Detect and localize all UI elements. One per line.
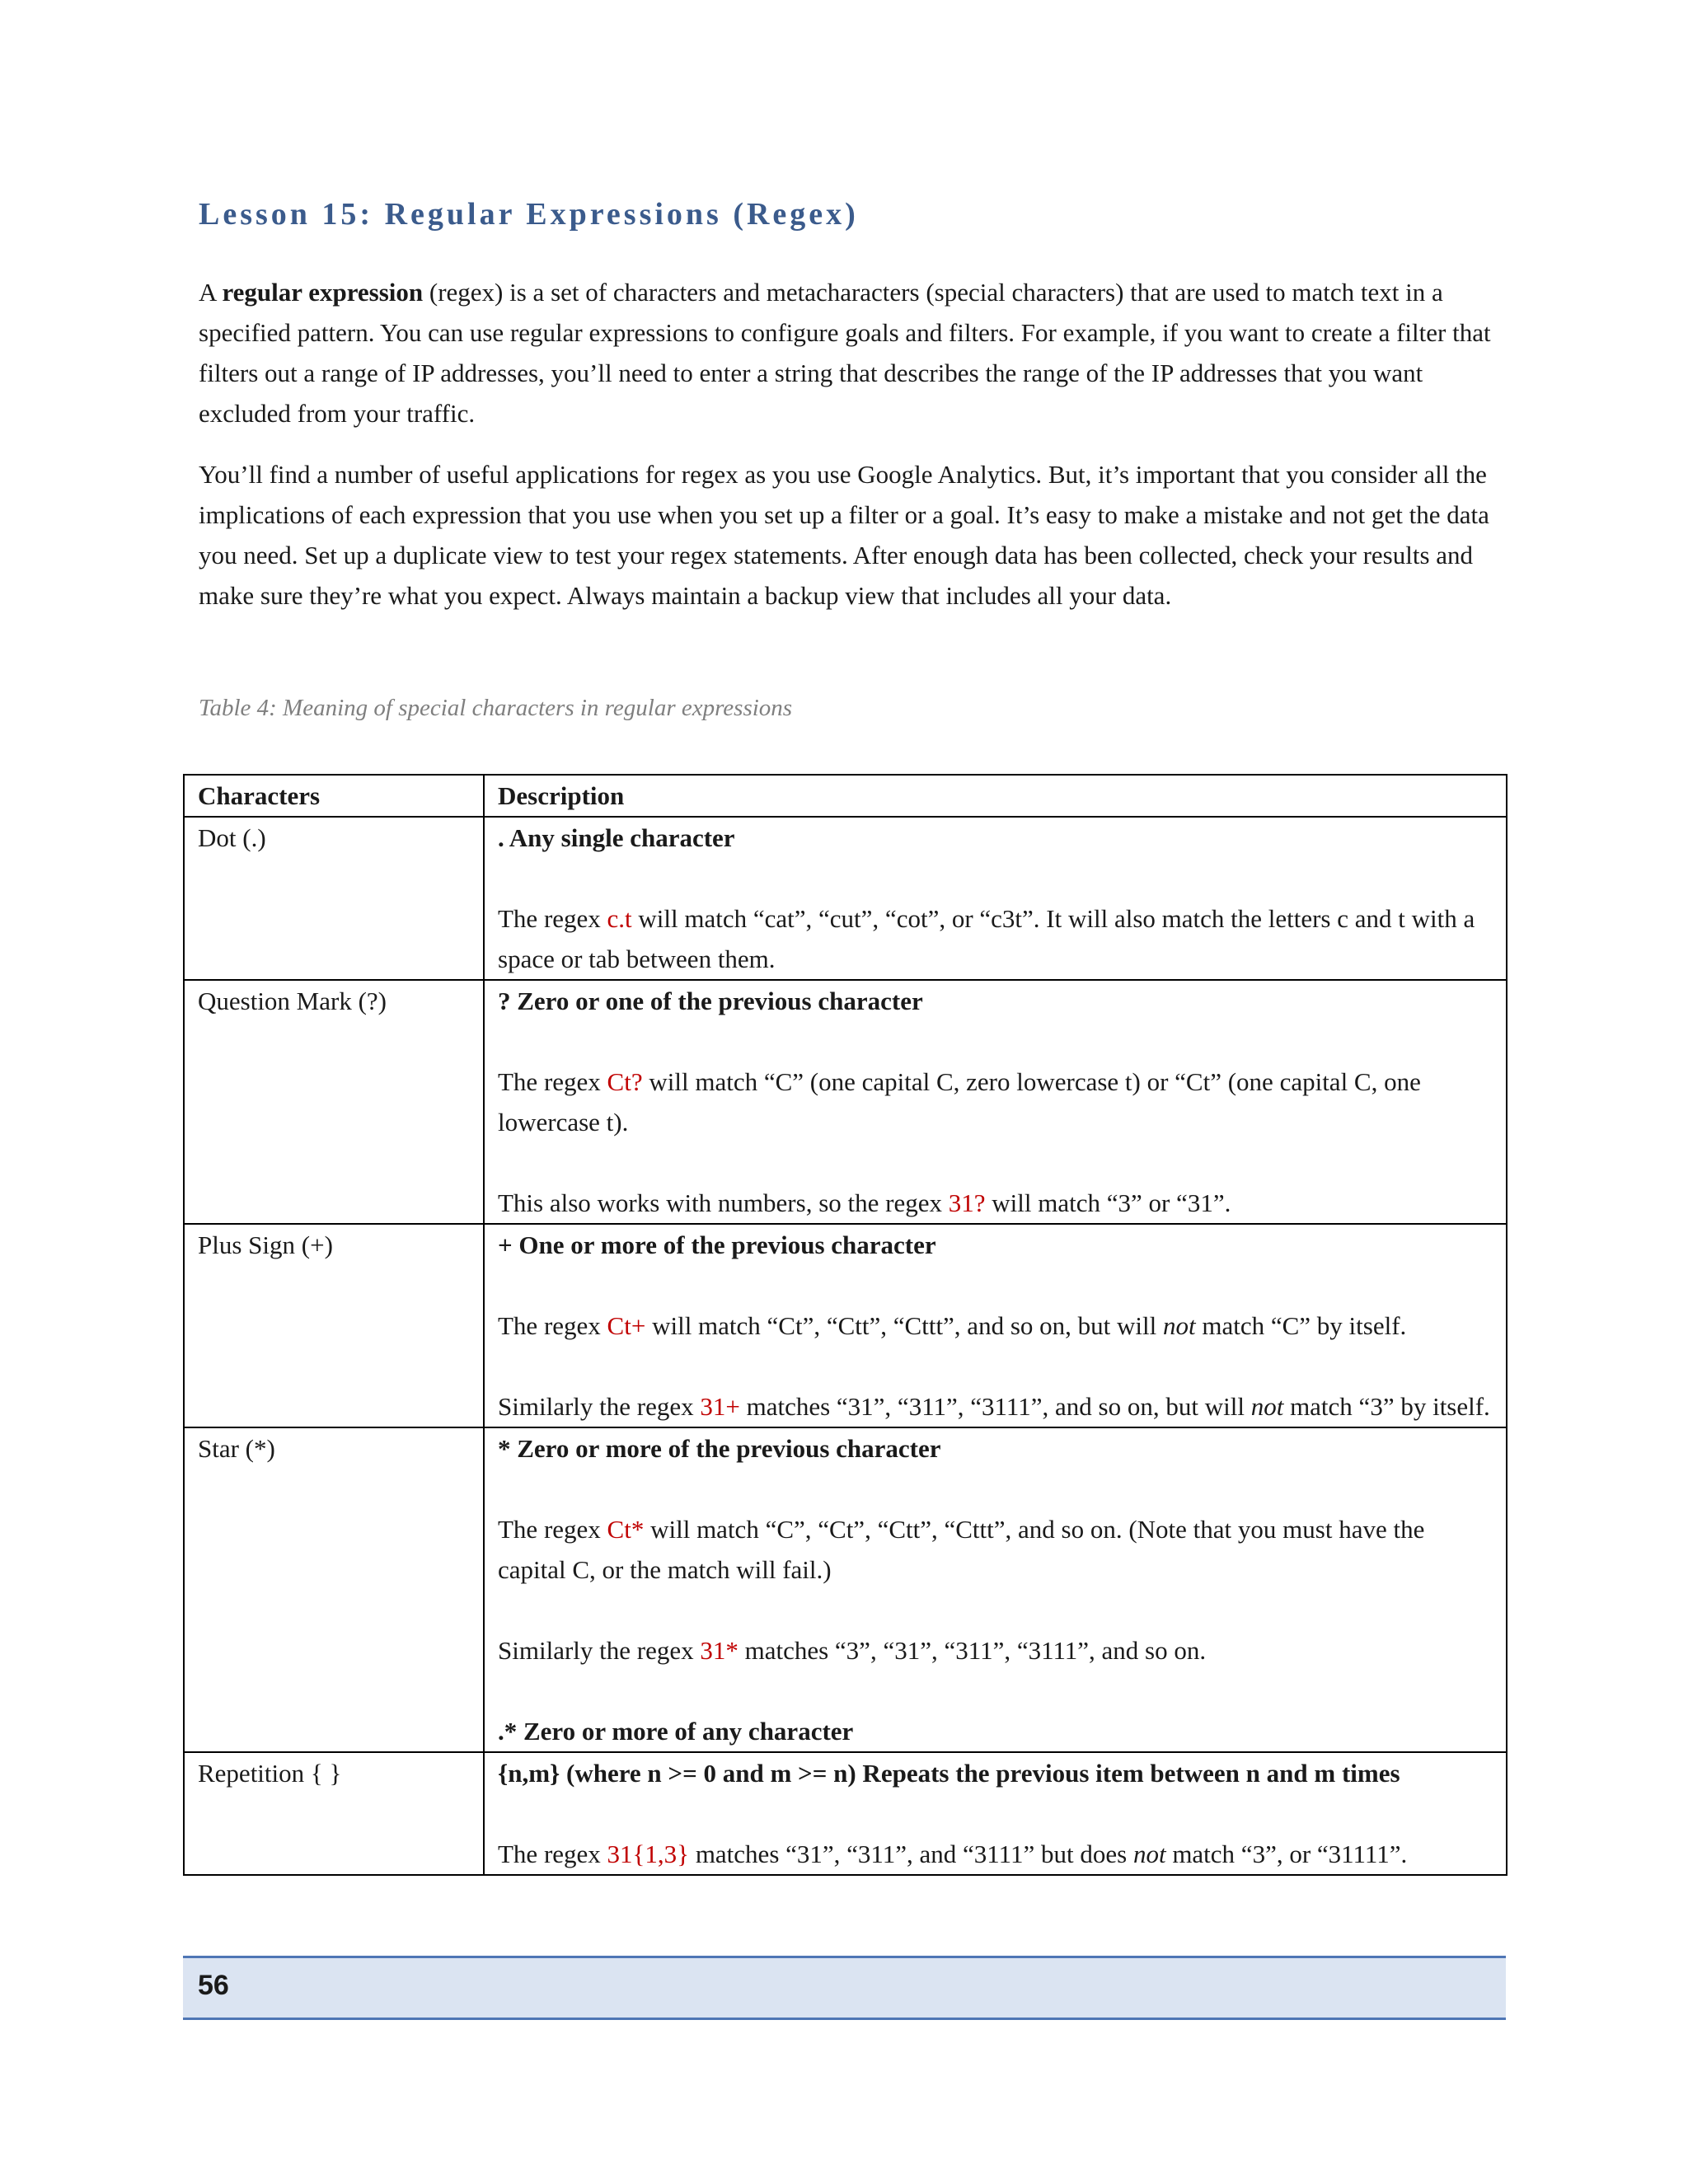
regex-table [183,774,1507,1876]
desc-example [498,1062,1493,1142]
table-row [184,980,1507,1224]
regex-code: c.t [607,904,632,933]
desc-example [498,1305,1493,1346]
row-description [484,1224,1507,1427]
ex-text: The regex [498,1840,607,1868]
table-row [184,1752,1507,1875]
desc-example [498,898,1493,979]
ex-text: The regex [498,904,607,933]
table-row [184,1224,1507,1427]
desc-subtitle: .* Zero or more of any character [498,1717,854,1746]
header-characters: Characters [184,775,484,817]
row-description [484,1752,1507,1875]
desc-example [498,1834,1493,1874]
intro-paragraph-2: You’ll find a number of useful applications for regex as you use Google Analytics. But, it’s important that you consider all the implications of each expression that you use when you set up a filter or a goal. It’s easy to make a mistake and not get the data you need. Set up a duplicate view to test your regex statements. After enough data has been collected, check your results and make sure they’re what you expect. Always maintain a backup view that includes all your data. [199,460,1489,610]
desc-example [498,1183,1493,1223]
ex-text: The regex [498,1515,607,1544]
regex-code: Ct+ [607,1311,646,1340]
desc-example [498,1386,1493,1427]
regex-code: 31? [948,1188,986,1217]
ex-text: This also works with numbers, so the regex [498,1188,949,1217]
header-description: Description [484,775,1507,817]
ex-text: Similarly the regex [498,1636,701,1665]
lesson-heading: Lesson 15: Regular Expressions (Regex) [199,197,859,232]
table-header-row [184,775,1507,817]
desc-title: ? Zero or one of the previous character [498,987,923,1015]
regex-code: Ct* [607,1515,645,1544]
ex-emphasis: not [1162,1311,1196,1340]
row-name: Star (*) [184,1427,484,1752]
regex-code: Ct? [607,1067,643,1096]
page-number: 56 [198,1970,229,2001]
row-name: Question Mark (?) [184,980,484,1224]
ex-text: The regex [498,1311,607,1340]
table-caption: Table 4: Meaning of special characters in regular expressions [199,695,793,721]
row-name: Plus Sign (+) [184,1224,484,1427]
ex-text: will match “cat”, “cut”, “cot”, or “c3t”. It will also match the letters c and t with a space or tab between them. [498,904,1475,973]
row-description [484,817,1507,980]
ex-text: match “C” by itself. [1195,1311,1407,1340]
table-row [184,1427,1507,1752]
ex-text: The regex [498,1067,607,1096]
row-name: Repetition { } [184,1752,484,1875]
ex-text: matches “31”, “311”, “3111”, and so on, but will [739,1392,1251,1421]
desc-title: + One or more of the previous character [498,1230,936,1259]
ex-text: will match “C” (one capital C, zero lowercase t) or “Ct” (one capital C, one lowercase t). [498,1067,1421,1137]
ex-text: will match “C”, “Ct”, “Ctt”, “Cttt”, and so on. (Note that you must have the capital C, or the match will fail.) [498,1515,1425,1584]
desc-title: {n,m} (where n >= 0 and m >= n) Repeats the previous item between n and m times [498,1759,1400,1788]
desc-example [498,1630,1493,1671]
desc-title: . Any single character [498,823,735,852]
desc-title: * Zero or more of the previous character [498,1434,941,1463]
ex-text: matches “31”, “311”, and “3111” but does [689,1840,1133,1868]
page-footer [183,1956,1506,2020]
table-row [184,817,1507,980]
ex-emphasis: not [1250,1392,1284,1421]
ex-text: match “3”, or “31111”. [1165,1840,1408,1868]
regex-code: 31* [700,1636,738,1665]
ex-text: match “3” by itself. [1283,1392,1490,1421]
ex-text: matches “3”, “31”, “311”, “3111”, and so on. [738,1636,1207,1665]
desc-example [498,1509,1493,1590]
p1-rest: (regex) is a set of characters and metacharacters (special characters) that are used to match text in a specified pattern. You can use regular expressions to configure goals and filters. For example, if you want to create a filter that filters out a range of IP addresses, you’ll need to enter a string that describes the range of the IP addresses that you want excluded from your traffic. [199,278,1491,428]
ex-emphasis: not [1132,1840,1166,1868]
ex-text: will match “3” or “31”. [985,1188,1231,1217]
row-description [484,980,1507,1224]
ex-text: Similarly the regex [498,1392,701,1421]
intro-paragraph-1 [199,272,1501,434]
term-regular-expression: regular expression [222,278,424,307]
row-description [484,1427,1507,1752]
p1-start: A [199,278,223,307]
regex-code: 31{1,3} [607,1840,690,1868]
row-name: Dot (.) [184,817,484,980]
regex-code: 31+ [700,1392,740,1421]
ex-text: will match “Ct”, “Ctt”, “Cttt”, and so on, but will [645,1311,1163,1340]
